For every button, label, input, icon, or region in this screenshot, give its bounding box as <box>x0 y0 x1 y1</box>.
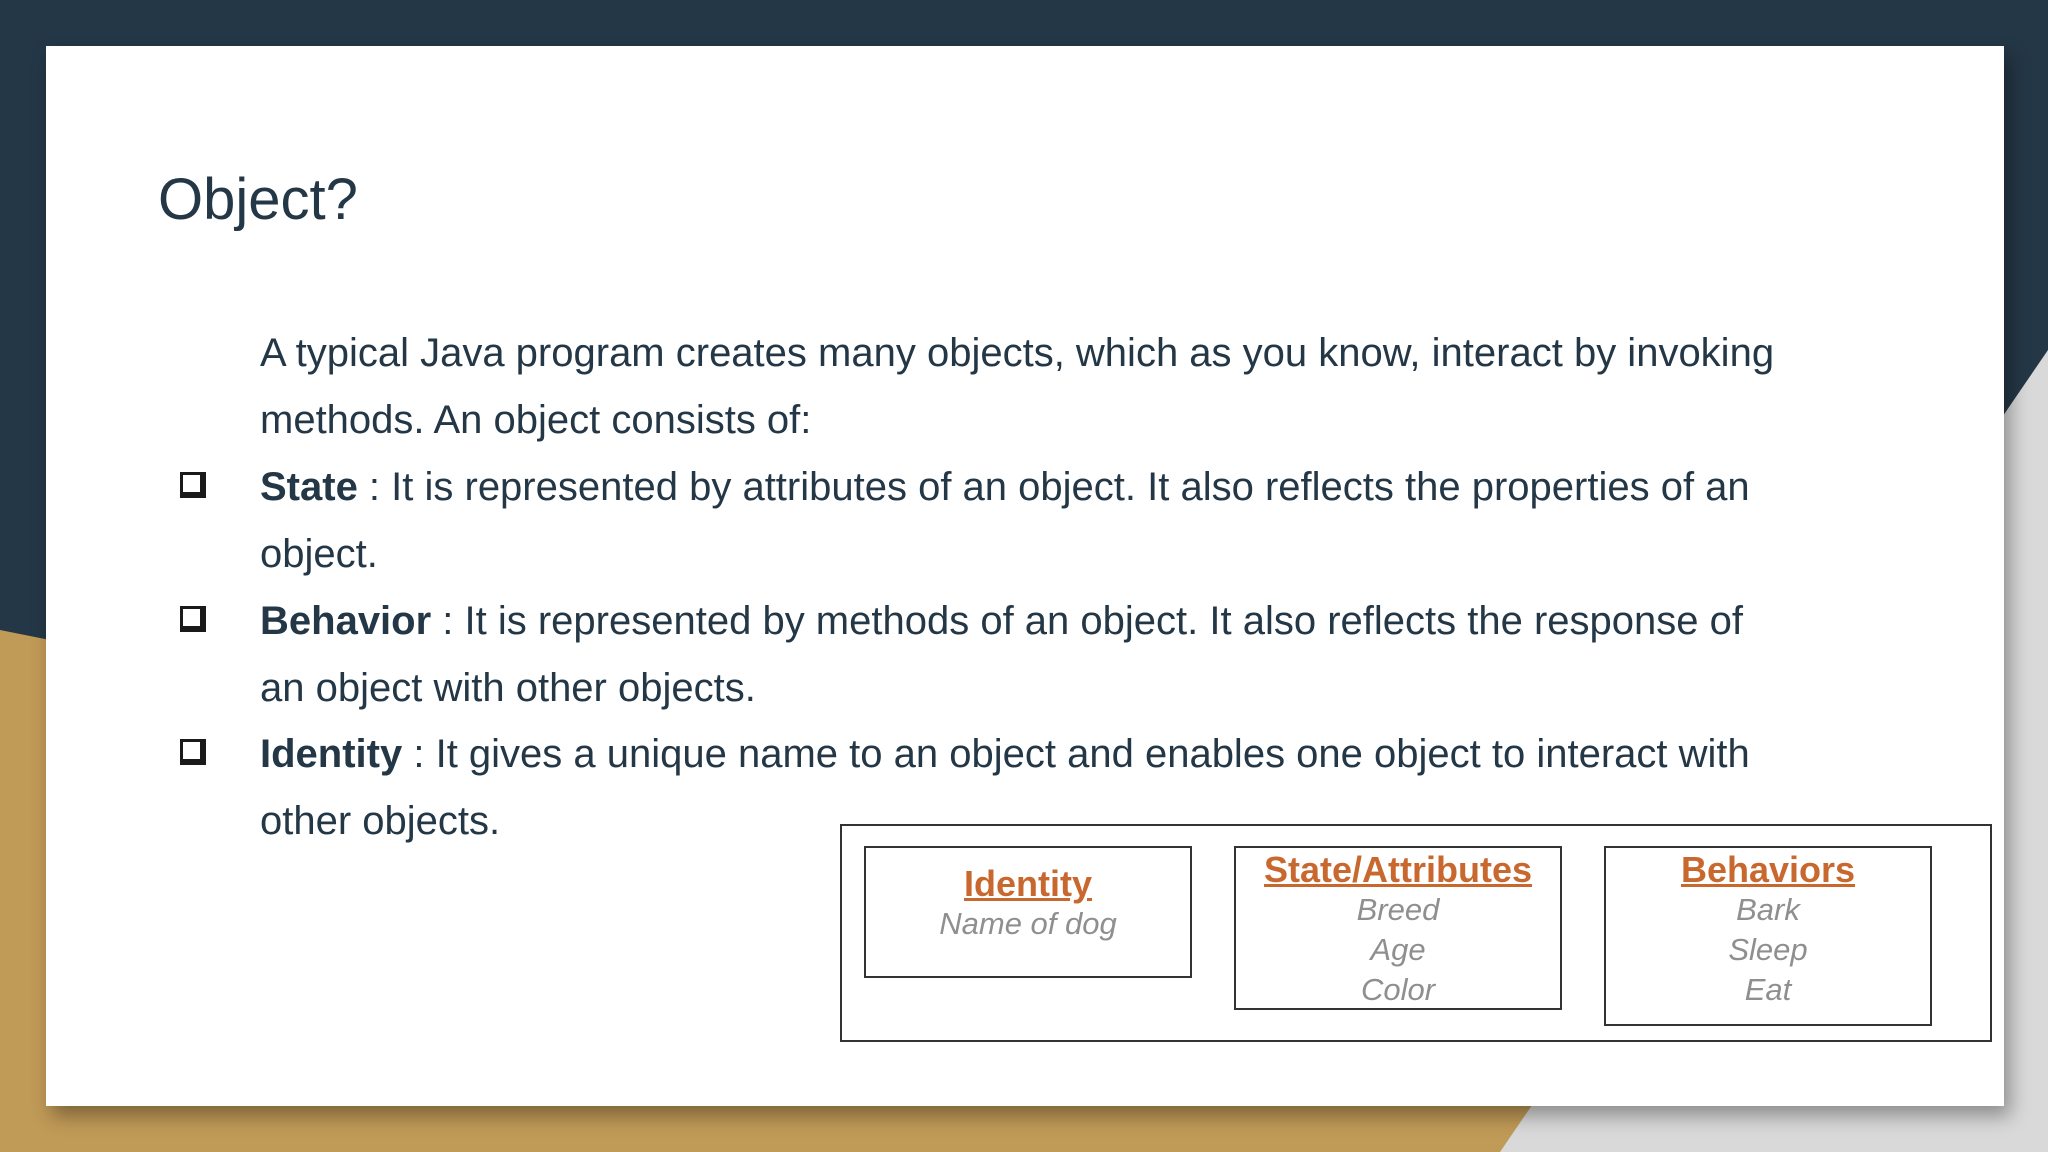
checkbox-bullet-icon <box>180 739 206 765</box>
bullet-term: Behavior <box>260 599 432 643</box>
behaviors-box <box>1604 846 1932 1026</box>
bullet-term: State <box>260 465 358 509</box>
state-line: Breed <box>1356 892 1440 927</box>
object-diagram <box>840 824 1992 1042</box>
behaviors-heading: Behaviors <box>1680 849 1856 890</box>
state-heading: State/Attributes <box>1263 849 1533 890</box>
bullet-text: : It gives a unique name to an object and enables one object to interact with other objects. <box>260 732 1750 843</box>
bullet-term: Identity <box>260 732 403 776</box>
checkbox-bullet-icon <box>180 606 206 632</box>
checkbox-bullet-icon <box>180 472 206 498</box>
identity-heading: Identity <box>963 863 1092 904</box>
identity-box <box>864 846 1192 978</box>
bullet-behavior <box>260 588 1760 722</box>
state-box <box>1234 846 1562 1010</box>
bullet-state <box>260 454 1760 588</box>
behaviors-line: Sleep <box>1728 932 1808 967</box>
bullet-text: : It is represented by attributes of an object. It also reflects the properties of an object. <box>260 465 1750 576</box>
behaviors-line: Eat <box>1744 972 1792 1007</box>
state-line: Age <box>1370 932 1426 967</box>
identity-line: Name of dog <box>939 906 1117 941</box>
slide-title: Object? <box>158 167 358 232</box>
bullet-text: : It is represented by methods of an object. It also reflects the response of an object with other objects. <box>260 599 1743 710</box>
state-line: Color <box>1360 972 1436 1007</box>
intro-paragraph: A typical Java program creates many objects, which as you know, interact by invoking methods. An object consists of: <box>260 331 1775 442</box>
behaviors-line: Bark <box>1736 892 1800 927</box>
